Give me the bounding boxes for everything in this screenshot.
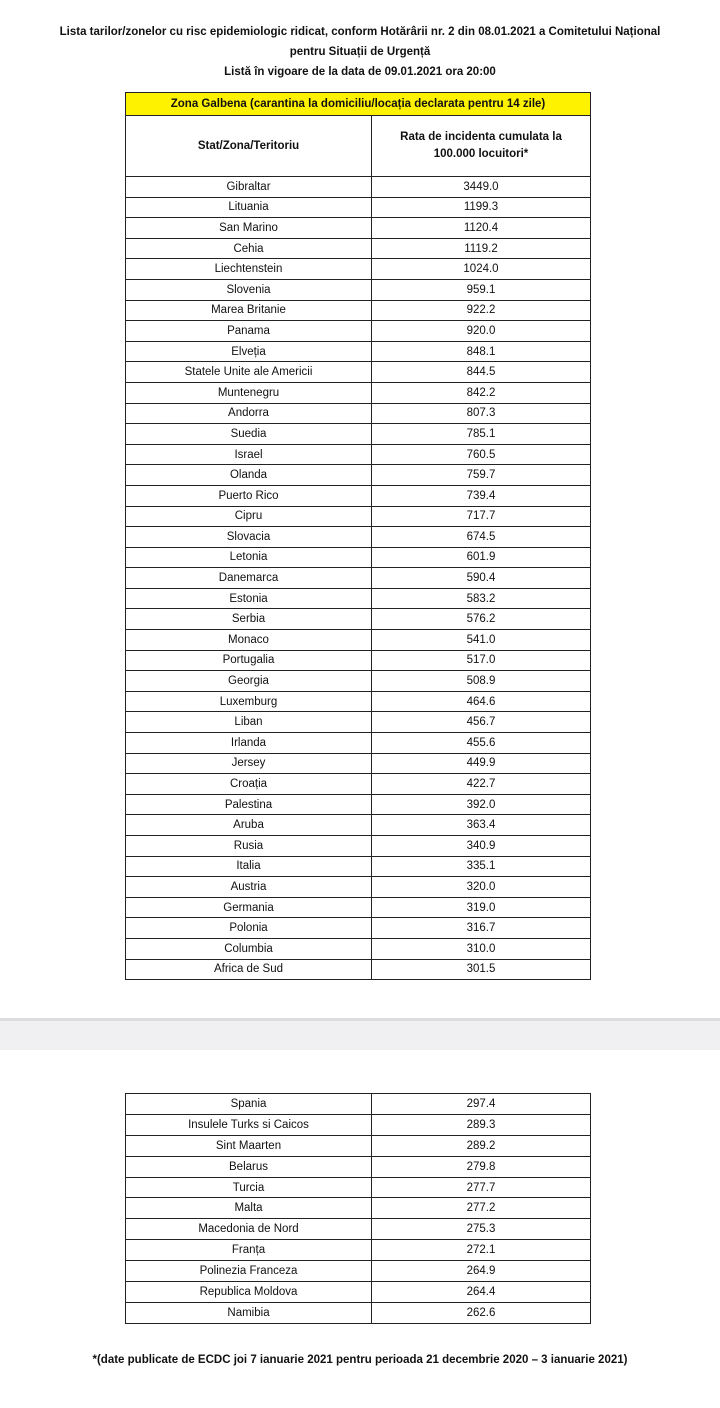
table-row — [126, 218, 591, 239]
country-cell: Letonia — [126, 547, 372, 568]
rate-cell: 262.6 — [372, 1302, 591, 1323]
rate-cell: 590.4 — [372, 568, 591, 589]
rate-cell: 456.7 — [372, 712, 591, 733]
column-header-row — [126, 116, 591, 177]
rate-cell: 844.5 — [372, 362, 591, 383]
country-cell: Irlanda — [126, 733, 372, 754]
rate-cell: 759.7 — [372, 465, 591, 486]
country-cell: Danemarca — [126, 568, 372, 589]
rate-cell: 541.0 — [372, 630, 591, 651]
table-row — [126, 1114, 591, 1135]
rate-cell: 576.2 — [372, 609, 591, 630]
table-row — [126, 918, 591, 939]
rate-cell: 3449.0 — [372, 177, 591, 198]
rate-cell: 335.1 — [372, 856, 591, 877]
rate-cell: 920.0 — [372, 321, 591, 342]
country-cell: San Marino — [126, 218, 372, 239]
table-row — [126, 774, 591, 795]
country-cell: Portugalia — [126, 650, 372, 671]
rate-cell: 517.0 — [372, 650, 591, 671]
country-cell: Statele Unite ale Americii — [126, 362, 372, 383]
table-row — [126, 712, 591, 733]
rate-cell: 959.1 — [372, 279, 591, 300]
rate-cell: 848.1 — [372, 341, 591, 362]
table-row — [126, 341, 591, 362]
table-row — [126, 547, 591, 568]
rate-cell: 674.5 — [372, 527, 591, 548]
table-row — [126, 650, 591, 671]
table-row — [126, 1094, 591, 1115]
country-cell: Spania — [126, 1094, 372, 1115]
country-cell: Suedia — [126, 424, 372, 445]
country-cell: Georgia — [126, 671, 372, 692]
country-cell: Turcia — [126, 1177, 372, 1198]
rate-cell: 601.9 — [372, 547, 591, 568]
table-row — [126, 1219, 591, 1240]
page-separator-edge — [0, 1018, 720, 1021]
rate-cell: 422.7 — [372, 774, 591, 795]
country-cell: Muntenegru — [126, 382, 372, 403]
table-row — [126, 856, 591, 877]
country-cell: Polinezia Franceza — [126, 1261, 372, 1282]
table-row — [126, 753, 591, 774]
table-row — [126, 959, 591, 980]
document-header — [0, 22, 720, 82]
rate-cell: 340.9 — [372, 836, 591, 857]
country-cell: Elveția — [126, 341, 372, 362]
country-cell: Liban — [126, 712, 372, 733]
country-cell: Croația — [126, 774, 372, 795]
rate-cell: 392.0 — [372, 794, 591, 815]
country-table-page-2 — [125, 1093, 591, 1324]
table-row — [126, 321, 591, 342]
country-cell: Puerto Rico — [126, 485, 372, 506]
rate-cell: 508.9 — [372, 671, 591, 692]
country-cell: Rusia — [126, 836, 372, 857]
table-row — [126, 444, 591, 465]
rate-cell: 842.2 — [372, 382, 591, 403]
rate-cell: 1119.2 — [372, 238, 591, 259]
table-row — [126, 1135, 591, 1156]
country-cell: Luxemburg — [126, 691, 372, 712]
table-row — [126, 815, 591, 836]
country-cell: Insulele Turks si Caicos — [126, 1114, 372, 1135]
table-row — [126, 238, 591, 259]
country-cell: Slovenia — [126, 279, 372, 300]
table-row — [126, 506, 591, 527]
table-row — [126, 1302, 591, 1323]
table-row — [126, 938, 591, 959]
country-cell: Italia — [126, 856, 372, 877]
country-cell: Polonia — [126, 918, 372, 939]
table-row — [126, 424, 591, 445]
country-cell: Belarus — [126, 1156, 372, 1177]
table-row — [126, 1177, 591, 1198]
header-line-1: Lista tarilor/zonelor cu risc epidemiologic ridicat, conform Hotărârii nr. 2 din 08.01.2021 a Comitetului Național — [59, 26, 661, 38]
rate-cell: 785.1 — [372, 424, 591, 445]
rate-cell: 301.5 — [372, 959, 591, 980]
rate-cell: 264.9 — [372, 1261, 591, 1282]
country-cell: Serbia — [126, 609, 372, 630]
page-separator — [0, 1018, 720, 1050]
table-row — [126, 259, 591, 280]
country-cell: Liechtenstein — [126, 259, 372, 280]
rate-cell: 739.4 — [372, 485, 591, 506]
rate-cell: 289.3 — [372, 1114, 591, 1135]
rate-cell: 316.7 — [372, 918, 591, 939]
table-row — [126, 279, 591, 300]
country-cell: Gibraltar — [126, 177, 372, 198]
country-cell: Cipru — [126, 506, 372, 527]
country-cell: Franța — [126, 1240, 372, 1261]
rate-cell: 289.2 — [372, 1135, 591, 1156]
header-line-3: Listă în vigoare de la data de 09.01.2021 ora 20:00 — [224, 66, 496, 78]
country-cell: Panama — [126, 321, 372, 342]
country-cell: Jersey — [126, 753, 372, 774]
rate-cell: 319.0 — [372, 897, 591, 918]
country-cell: Aruba — [126, 815, 372, 836]
table-row — [126, 382, 591, 403]
zone-title-row — [126, 93, 591, 116]
country-cell: Marea Britanie — [126, 300, 372, 321]
table-row — [126, 1198, 591, 1219]
rate-cell: 1199.3 — [372, 197, 591, 218]
rate-cell: 1024.0 — [372, 259, 591, 280]
table-row — [126, 1282, 591, 1303]
table-row — [126, 794, 591, 815]
table-row — [126, 403, 591, 424]
country-cell: Columbia — [126, 938, 372, 959]
table-row — [126, 197, 591, 218]
table-row — [126, 527, 591, 548]
country-cell: Malta — [126, 1198, 372, 1219]
column-header-rate: Rata de incidenta cumulata la 100.000 locuitori* — [372, 116, 591, 177]
rate-cell: 449.9 — [372, 753, 591, 774]
zone-title: Zona Galbena (carantina la domiciliu/locația declarata pentru 14 zile) — [126, 93, 591, 116]
rate-cell: 807.3 — [372, 403, 591, 424]
rate-cell: 922.2 — [372, 300, 591, 321]
country-cell: Andorra — [126, 403, 372, 424]
table-row — [126, 836, 591, 857]
country-cell: Cehia — [126, 238, 372, 259]
table-row — [126, 671, 591, 692]
country-cell: Olanda — [126, 465, 372, 486]
table-row — [126, 568, 591, 589]
rate-cell: 583.2 — [372, 588, 591, 609]
rate-cell: 310.0 — [372, 938, 591, 959]
country-table-page-1 — [125, 92, 591, 980]
table-row — [126, 465, 591, 486]
table-row — [126, 1261, 591, 1282]
country-cell: Estonia — [126, 588, 372, 609]
country-cell: Republica Moldova — [126, 1282, 372, 1303]
table-row — [126, 877, 591, 898]
country-cell: Israel — [126, 444, 372, 465]
rate-cell: 464.6 — [372, 691, 591, 712]
rate-cell: 760.5 — [372, 444, 591, 465]
country-cell: Lituania — [126, 197, 372, 218]
table-row — [126, 609, 591, 630]
country-cell: Sint Maarten — [126, 1135, 372, 1156]
rate-cell: 264.4 — [372, 1282, 591, 1303]
table-row — [126, 691, 591, 712]
table-row — [126, 177, 591, 198]
country-cell: Germania — [126, 897, 372, 918]
country-cell: Slovacia — [126, 527, 372, 548]
footnote: *(date publicate de ECDC joi 7 ianuarie 2021 pentru perioada 21 decembrie 2020 – 3 ianuarie 2021) — [92, 1354, 628, 1366]
rate-cell: 275.3 — [372, 1219, 591, 1240]
rate-cell: 277.7 — [372, 1177, 591, 1198]
table-row — [126, 300, 591, 321]
country-cell: Monaco — [126, 630, 372, 651]
table-row — [126, 630, 591, 651]
table-row — [126, 733, 591, 754]
country-cell: Africa de Sud — [126, 959, 372, 980]
rate-cell: 279.8 — [372, 1156, 591, 1177]
country-cell: Macedonia de Nord — [126, 1219, 372, 1240]
country-cell: Namibia — [126, 1302, 372, 1323]
rate-cell: 717.7 — [372, 506, 591, 527]
country-cell: Austria — [126, 877, 372, 898]
table-row — [126, 897, 591, 918]
table-row — [126, 1240, 591, 1261]
table-row — [126, 1156, 591, 1177]
rate-cell: 320.0 — [372, 877, 591, 898]
table-row — [126, 485, 591, 506]
rate-cell: 455.6 — [372, 733, 591, 754]
rate-cell: 363.4 — [372, 815, 591, 836]
table-row — [126, 588, 591, 609]
rate-cell: 272.1 — [372, 1240, 591, 1261]
column-header-country: Stat/Zona/Teritoriu — [126, 116, 372, 177]
header-line-2: pentru Situații de Urgență — [289, 46, 431, 58]
rate-cell: 297.4 — [372, 1094, 591, 1115]
rate-cell: 1120.4 — [372, 218, 591, 239]
table-row — [126, 362, 591, 383]
rate-cell: 277.2 — [372, 1198, 591, 1219]
country-cell: Palestina — [126, 794, 372, 815]
